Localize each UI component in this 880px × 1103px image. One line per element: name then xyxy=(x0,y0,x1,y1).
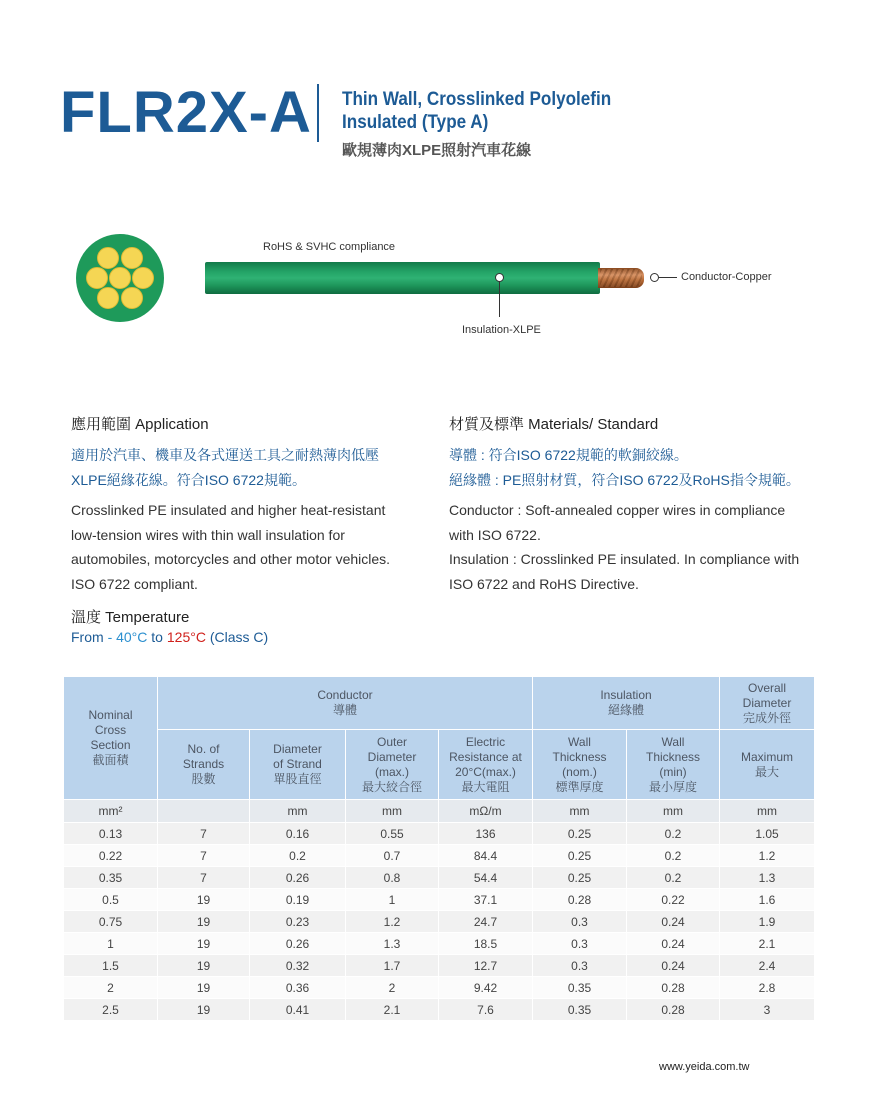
table-cell: 0.36 xyxy=(250,977,346,999)
product-subtitle xyxy=(342,88,630,134)
table-cell: 18.5 xyxy=(439,933,533,955)
application-text-cn xyxy=(71,443,379,492)
table-cell: 0.26 xyxy=(250,867,346,889)
table-cell: 0.24 xyxy=(627,933,720,955)
table-cell: 24.7 xyxy=(439,911,533,933)
table-cell: 0.35 xyxy=(64,867,158,889)
table-cell: 2 xyxy=(346,977,439,999)
table-cell: 2.1 xyxy=(346,999,439,1021)
header-wall-thickness-nom: Wall Thickness (nom.) 標準厚度 xyxy=(533,730,627,800)
table-cell: 1.7 xyxy=(346,955,439,977)
table-cell: 1.3 xyxy=(346,933,439,955)
unit-cell: mm xyxy=(627,800,720,823)
table-cell: 0.3 xyxy=(533,955,627,977)
unit-cell: mΩ/m xyxy=(439,800,533,823)
unit-cell: mm² xyxy=(64,800,158,823)
cable-cross-section xyxy=(76,234,164,322)
table-row xyxy=(64,933,815,955)
application-text-en xyxy=(71,498,390,596)
table-cell: 0.2 xyxy=(627,867,720,889)
strand xyxy=(132,267,154,289)
table-cell: 7 xyxy=(158,823,250,845)
compliance-label: RoHS & SVHC compliance xyxy=(263,241,396,253)
table-cell: 2.8 xyxy=(720,977,815,999)
strand xyxy=(97,247,119,269)
table-row xyxy=(64,823,815,845)
table-cell: 0.23 xyxy=(250,911,346,933)
table-cell: 19 xyxy=(158,911,250,933)
header-wall-thickness-min: Wall Thickness (min) 最小厚度 xyxy=(627,730,720,800)
materials-text-en xyxy=(449,498,799,596)
table-cell: 0.5 xyxy=(64,889,158,911)
table-cell: 0.3 xyxy=(533,911,627,933)
table-cell: 12.7 xyxy=(439,955,533,977)
table-cell: 0.8 xyxy=(346,867,439,889)
table-row xyxy=(64,999,815,1021)
unit-cell: mm xyxy=(720,800,815,823)
table-cell: 0.24 xyxy=(627,911,720,933)
application-cn-line-2: XLPE絕緣花線。符合ISO 6722規範。 xyxy=(71,471,306,488)
table-cell: 0.35 xyxy=(533,999,627,1021)
table-cell: 0.19 xyxy=(250,889,346,911)
header-outer-diameter: Outer Diameter (max.) 最大絞合徑 xyxy=(346,730,439,800)
table-cell: 37.1 xyxy=(439,889,533,911)
header-no-of-strands: No. of Strands 股數 xyxy=(158,730,250,800)
table-cell: 1.6 xyxy=(720,889,815,911)
temperature-heading: 溫度 Temperature xyxy=(71,609,190,626)
table-cell: 9.42 xyxy=(439,977,533,999)
unit-cell: mm xyxy=(250,800,346,823)
materials-heading: 材質及標準 Materials/ Standard xyxy=(449,416,659,433)
table-cell: 0.32 xyxy=(250,955,346,977)
temp-low: - 40°C xyxy=(107,629,148,645)
table-cell: 0.28 xyxy=(533,889,627,911)
application-en-line-3: automobiles, motorcycles and other motor vehicles. xyxy=(71,551,391,567)
table-cell: 1.9 xyxy=(720,911,815,933)
subtitle-line-1: Thin Wall, Crosslinked Polyolefin xyxy=(342,89,612,110)
materials-cn-line-1: 導體 : 符合ISO 6722規範的軟銅絞線。 xyxy=(449,447,688,463)
subtitle-line-2: Insulated (Type A) xyxy=(342,112,489,133)
table-cell: 84.4 xyxy=(439,845,533,867)
conductor-pointer-line xyxy=(659,277,677,278)
table-cell: 1.3 xyxy=(720,867,815,889)
table-cell: 1.2 xyxy=(346,911,439,933)
table-cell: 19 xyxy=(158,889,250,911)
unit-cell: mm xyxy=(346,800,439,823)
conductor-strand-texture xyxy=(600,269,642,287)
spec-table xyxy=(63,676,815,1021)
table-cell: 19 xyxy=(158,977,250,999)
materials-en-line-1: Conductor : Soft-annealed copper wires in compliance xyxy=(449,502,786,518)
table-cell: 0.55 xyxy=(346,823,439,845)
header-electric-resistance: Electric Resistance at 20°C(max.) 最大電阻 xyxy=(439,730,533,800)
table-cell: 1 xyxy=(346,889,439,911)
units-row xyxy=(64,800,815,823)
table-cell: 0.2 xyxy=(627,823,720,845)
table-cell: 1.5 xyxy=(64,955,158,977)
table-cell: 0.24 xyxy=(627,955,720,977)
table-cell: 0.22 xyxy=(64,845,158,867)
table-cell: 0.2 xyxy=(627,845,720,867)
header-overall-diameter: Overall Diameter 完成外徑 xyxy=(720,677,815,730)
table-cell: 19 xyxy=(158,933,250,955)
header-nominal-cross-section: Nominal Cross Section 截面積 xyxy=(64,677,158,800)
header-conductor: Conductor 導體 xyxy=(158,677,533,730)
conductor-label: Conductor-Copper xyxy=(681,271,772,283)
table-cell: 2.4 xyxy=(720,955,815,977)
table-cell: 1.2 xyxy=(720,845,815,867)
materials-en-line-3: Insulation : Crosslinked PE insulated. In compliance with xyxy=(449,551,800,567)
table-cell: 2 xyxy=(64,977,158,999)
table-cell: 0.28 xyxy=(627,977,720,999)
table-cell: 19 xyxy=(158,999,250,1021)
table-cell: 136 xyxy=(439,823,533,845)
table-cell: 0.22 xyxy=(627,889,720,911)
table-cell: 0.26 xyxy=(250,933,346,955)
application-heading: 應用範圍 Application xyxy=(71,416,209,433)
table-cell: 0.28 xyxy=(627,999,720,1021)
header-insulation: Insulation 絕緣體 xyxy=(533,677,720,730)
header-maximum: Maximum 最大 xyxy=(720,730,815,800)
materials-en-line-2: with ISO 6722. xyxy=(449,526,541,543)
materials-text-cn xyxy=(449,443,800,492)
application-en-line-1: Crosslinked PE insulated and higher heat-resistant xyxy=(71,502,386,518)
strand xyxy=(86,267,108,289)
product-code: FLR2X-A xyxy=(60,80,312,145)
insulation-pointer-dot xyxy=(495,273,504,282)
table-cell: 0.3 xyxy=(533,933,627,955)
table-row xyxy=(64,889,815,911)
conductor-pointer-dot xyxy=(650,273,659,282)
insulation-label: Insulation-XLPE xyxy=(462,324,541,336)
table-cell: 0.25 xyxy=(533,867,627,889)
table-cell: 7 xyxy=(158,867,250,889)
application-en-line-2: low-tension wires with thin wall insulation for xyxy=(71,526,345,543)
table-cell: 3 xyxy=(720,999,815,1021)
website-link[interactable]: www.yeida.com.tw xyxy=(659,1061,750,1073)
temp-to: to xyxy=(151,629,163,645)
table-cell: 1 xyxy=(64,933,158,955)
table-cell: 2.1 xyxy=(720,933,815,955)
table-row xyxy=(64,867,815,889)
table-cell: 0.7 xyxy=(346,845,439,867)
unit-cell: mm xyxy=(533,800,627,823)
table-cell: 0.25 xyxy=(533,823,627,845)
table-cell: 1.05 xyxy=(720,823,815,845)
temp-high: 125°C xyxy=(166,629,206,645)
table-cell: 0.41 xyxy=(250,999,346,1021)
table-row xyxy=(64,955,815,977)
header-strand-diameter: Diameter of Strand 單股直徑 xyxy=(250,730,346,800)
temperature-range xyxy=(71,629,268,645)
table-cell: 2.5 xyxy=(64,999,158,1021)
materials-cn-line-2: 絕緣體 : PE照射材質，符合ISO 6722及RoHS指令規範。 xyxy=(449,471,800,488)
application-en-line-4: ISO 6722 compliant. xyxy=(71,575,198,592)
strand xyxy=(121,287,143,309)
cable-insulation xyxy=(205,262,600,294)
table-cell: 19 xyxy=(158,955,250,977)
strand xyxy=(121,247,143,269)
table-cell: 0.13 xyxy=(64,823,158,845)
insulation-pointer-line xyxy=(499,282,500,317)
table-row xyxy=(64,911,815,933)
strand xyxy=(109,267,131,289)
table-cell: 54.4 xyxy=(439,867,533,889)
strand xyxy=(97,287,119,309)
table-cell: 0.75 xyxy=(64,911,158,933)
table-cell: 7 xyxy=(158,845,250,867)
title-divider xyxy=(317,84,319,142)
unit-cell xyxy=(158,800,250,823)
table-cell: 7.6 xyxy=(439,999,533,1021)
temp-from: From xyxy=(71,629,104,645)
application-cn-line-1: 適用於汽車、機車及各式運送工具之耐熱薄肉低壓 xyxy=(71,447,379,463)
product-subtitle-cn: 歐規薄肉XLPE照射汽車花線 xyxy=(342,142,532,159)
materials-en-line-4: ISO 6722 and RoHS Directive. xyxy=(449,575,639,592)
table-row xyxy=(64,977,815,999)
table-row xyxy=(64,845,815,867)
table-cell: 0.35 xyxy=(533,977,627,999)
table-cell: 0.2 xyxy=(250,845,346,867)
table-cell: 0.16 xyxy=(250,823,346,845)
temp-class: (Class C) xyxy=(209,629,269,645)
table-cell: 0.25 xyxy=(533,845,627,867)
